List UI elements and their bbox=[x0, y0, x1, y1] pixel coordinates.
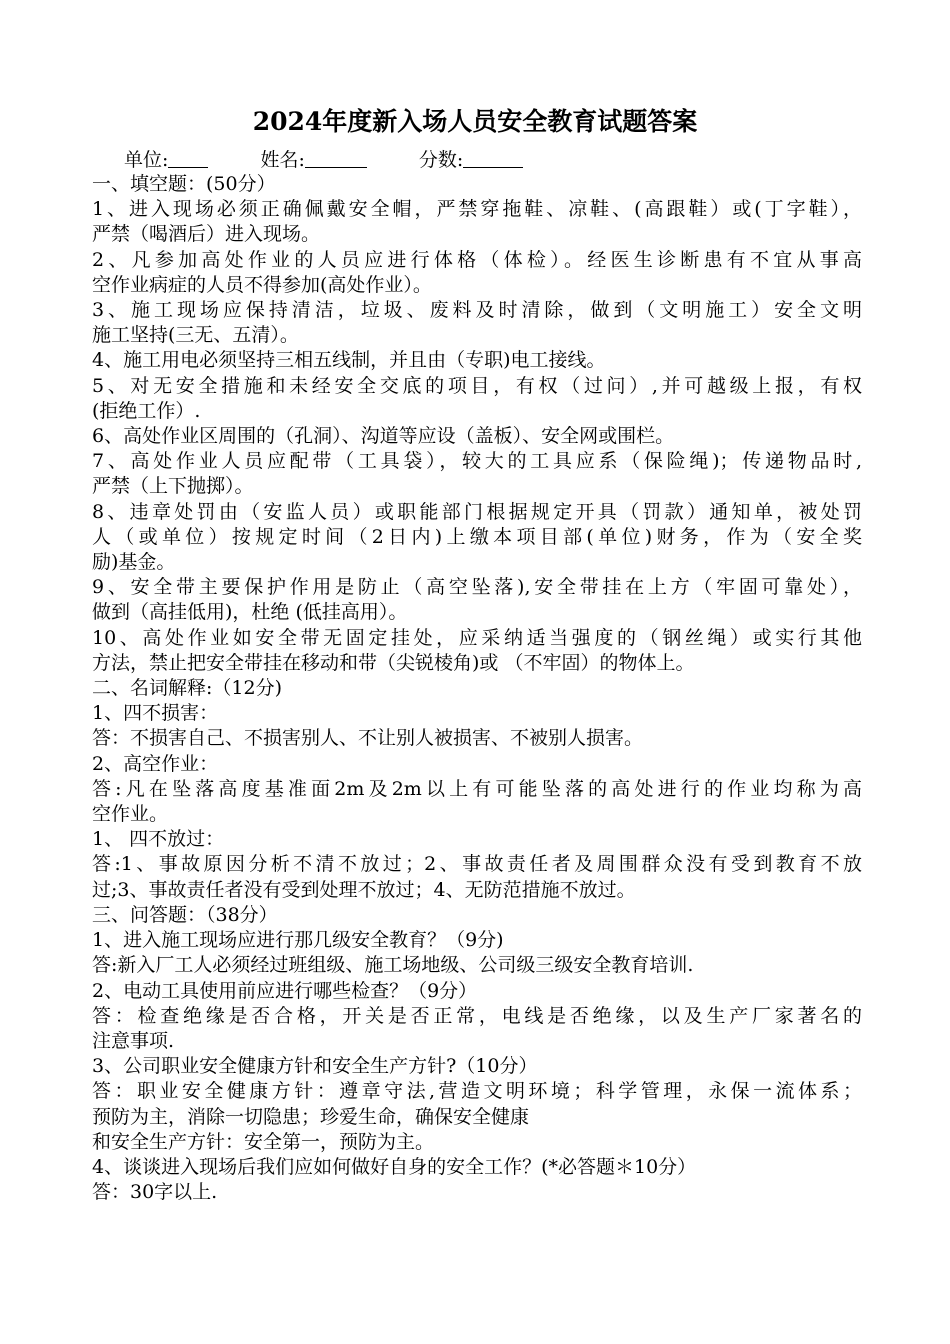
text-line: 答：职业安全健康方针：遵章守法,营造文明环境；科学管理，永保一流体系； bbox=[92, 1080, 862, 1103]
text-line: 1、进入施工现场应进行那几级安全教育？（9分) bbox=[92, 929, 504, 952]
unit-label: 单位: bbox=[124, 149, 169, 171]
text-line: 施工坚持(三无、五清）。 bbox=[92, 324, 299, 347]
document-body bbox=[92, 172, 862, 1205]
text-line: 4、谈谈进入现场后我们应如何做好自身的安全工作？(*必答题＊10分） bbox=[92, 1155, 697, 1178]
text-line: 6、高处作业区周围的（孔洞）、沟道等应设（盖板）、安全网或围栏。 bbox=[92, 425, 675, 448]
name-label: 姓名: bbox=[260, 149, 305, 171]
text-line: 1、进入现场必须正确佩戴安全帽，严禁穿拖鞋、凉鞋、(高跟鞋）或(丁字鞋）， bbox=[92, 198, 862, 221]
text-line: 答:1、事故原因分析不清不放过；2、事故责任者及周围群众没有受到教育不放 bbox=[92, 853, 862, 876]
text-line: (拒绝工作）. bbox=[92, 399, 201, 422]
score-label: 分数: bbox=[418, 149, 464, 171]
score-blank[interactable] bbox=[463, 147, 523, 168]
text-line: 严禁（喝酒后）进入现场。 bbox=[92, 223, 321, 246]
text-line: 2、电动工具使用前应进行哪些检查？（9分） bbox=[92, 979, 478, 1002]
unit-field bbox=[124, 146, 208, 174]
text-line: 5、对无安全措施和未经安全交底的项目，有权（过问）,并可越级上报，有权 bbox=[92, 374, 862, 397]
name-field bbox=[260, 146, 366, 174]
text-line: 3、施工现场应保持清洁，垃圾、废料及时清除，做到（文明施工）安全文明 bbox=[92, 299, 862, 322]
text-line: 9、安全带主要保护作用是防止（高空坠落),安全带挂在上方（牢固可靠处）， bbox=[92, 576, 862, 599]
text-line: 答：检查绝缘是否合格，开关是否正常，电线是否绝缘，以及生产厂家著名的 bbox=[92, 1004, 862, 1027]
text-line: 答：不损害自己、不损害别人、不让别人被损害、不被别人损害。 bbox=[92, 727, 644, 750]
text-line: 三、问答题：（38分） bbox=[92, 903, 278, 926]
text-line: 空作业病症的人员不得参加(高处作业）。 bbox=[92, 273, 432, 296]
text-line: 空作业。 bbox=[92, 803, 169, 826]
text-line: 2、凡参加高处作业的人员应进行体格（体检）。经医生诊断患有不宜从事高 bbox=[92, 248, 862, 271]
text-line: 2、高空作业： bbox=[92, 752, 219, 775]
text-line: 做到（高挂低用)，杜绝 (低挂高用）。 bbox=[92, 601, 408, 624]
text-line: 10、高处作业如安全带无固定挂处，应采纳适当强度的（钢丝绳）或实行其他 bbox=[92, 626, 862, 649]
text-line: 注意事项. bbox=[92, 1029, 175, 1052]
text-line: 方法，禁止把安全带挂在移动和带（尖锐棱角)或 （不牢固）的物体上。 bbox=[92, 651, 695, 674]
text-line: 答：30字以上. bbox=[92, 1181, 218, 1204]
text-line: 预防为主，消除一切隐患；珍爱生命，确保安全健康 bbox=[92, 1105, 530, 1128]
text-line: 答:新入厂工人必须经过班组级、施工场地级、公司级三级安全教育培训. bbox=[92, 954, 694, 977]
text-line: 1、 四不放过： bbox=[92, 828, 225, 851]
document-title: 2024年度新入场人员安全教育试题答案 bbox=[252, 107, 698, 136]
text-line: 4、施工用电必须坚持三相五线制，并且由（专职)电工接线。 bbox=[92, 349, 606, 372]
text-line: 7、高处作业人员应配带（工具袋），较大的工具应系（保险绳)；传递物品时, bbox=[92, 450, 862, 473]
text-line: 和安全生产方针：安全第一，预防为主。 bbox=[92, 1130, 435, 1153]
unit-blank[interactable] bbox=[168, 147, 208, 168]
text-line: 严禁（上下抛掷）。 bbox=[92, 475, 254, 498]
text-line: 过;3、事故责任者没有受到处理不放过；4、无防范措施不放过。 bbox=[92, 878, 636, 901]
text-line: 二、名词解释:（12分) bbox=[92, 677, 282, 700]
text-line: 1、四不损害： bbox=[92, 702, 219, 725]
text-line: 励)基金。 bbox=[92, 551, 176, 574]
score-field bbox=[419, 146, 523, 174]
header-fields bbox=[124, 146, 844, 174]
name-blank[interactable] bbox=[305, 147, 367, 168]
text-line: 答:凡在坠落高度基准面2m及2m以上有可能坠落的高处进行的作业均称为高 bbox=[92, 777, 862, 800]
text-line: 8、违章处罚由（安监人员）或职能部门根据规定开具（罚款）通知单，被处罚 bbox=[92, 500, 862, 523]
text-line: 3、公司职业安全健康方针和安全生产方针?（10分） bbox=[92, 1055, 538, 1078]
text-line: 人（或单位）按规定时间（2日内)上缴本项目部(单位)财务，作为（安全奖 bbox=[92, 525, 862, 548]
text-line: 一、填空题：(50分） bbox=[92, 173, 276, 195]
